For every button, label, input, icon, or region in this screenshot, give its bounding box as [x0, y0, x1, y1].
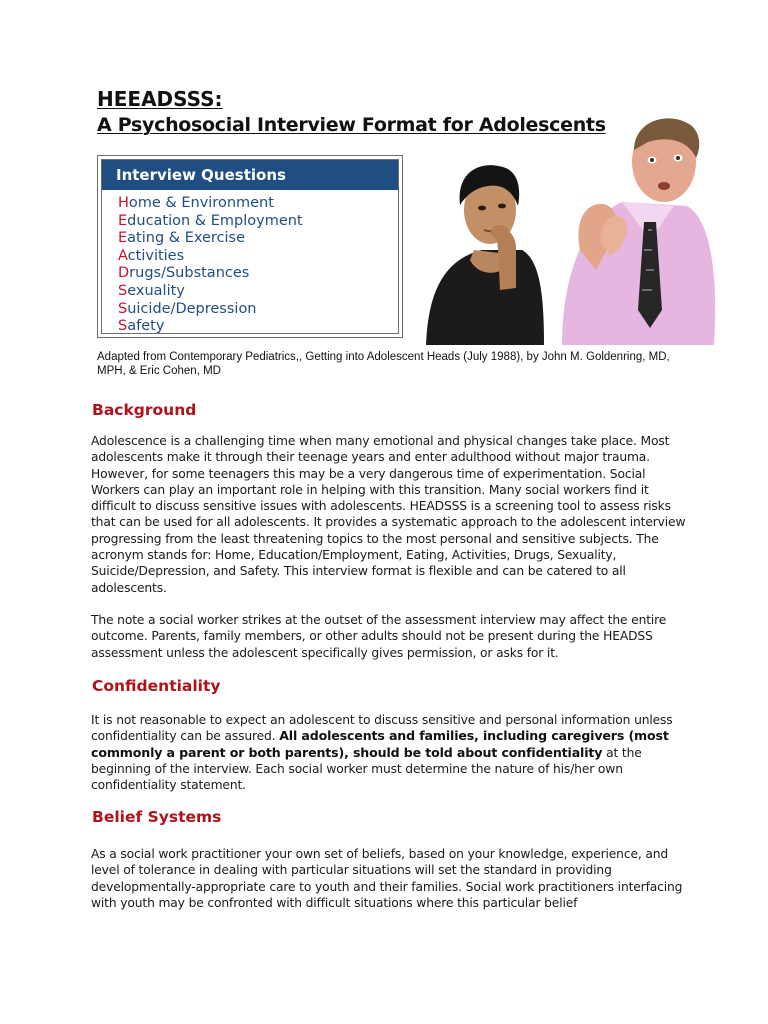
- interview-questions-heading: Interview Questions: [102, 160, 398, 190]
- interview-questions-box: [97, 155, 403, 338]
- heading-confidentiality: Confidentiality: [92, 677, 221, 695]
- question-item: [118, 318, 303, 336]
- question-initial: E: [118, 212, 128, 229]
- illustration-teen-and-adult: [412, 110, 722, 345]
- question-text: ome & Environment: [128, 195, 274, 211]
- question-item: [118, 301, 303, 319]
- confidentiality-text-start: It is not reasonable to expect an adolescent to discuss sensitive and personal information unless confidentiality can be assured.: [91, 713, 673, 744]
- interview-questions-inner: [101, 159, 399, 334]
- question-initial: S: [118, 282, 128, 299]
- document-title: HEEADSSS:: [97, 87, 223, 111]
- question-item: [118, 213, 303, 231]
- question-text: rugs/Substances: [129, 265, 250, 282]
- background-paragraph-1: Adolescence is a challenging time when many emotional and physical changes take place. Most adolescents make it through their teenage years and enter adulthood without major trauma. However, for some teenagers this may be a very dangerous time of experimentation. Social Workers can play an important role in helping with this transition. Many social workers find it difficult to discuss sensitive issues with adolescents. HEADSSS is a screening tool to assess risks that can be used for all adolescents. It provides a systematic approach to the adolescent interview progressing from the least threatening topics to the most personal and sensitive subjects. The acronym stands for: Home, Education/Employment, Eating, Activities, Drugs, Sexuality, Suicide/Depression, and Safety. This interview format is flexible and can be catered to all adolescents.: [91, 434, 686, 595]
- question-text: ating & Exercise: [127, 230, 246, 247]
- question-initial: A: [118, 247, 128, 264]
- confidentiality-paragraph: [91, 712, 691, 793]
- teen-figure: [426, 165, 544, 345]
- question-initial: S: [118, 300, 128, 317]
- belief-systems-paragraph: As a social work practitioner your own set of beliefs, based on your knowledge, experience, and level of tolerance in dealing with particular situations will set the standard in providing developmentally-appropriate care to youth and their families. Social work practitioners interfacing with youth may be confronted with difficult situations where this particular belief: [91, 847, 683, 910]
- question-text: ducation & Employment: [127, 212, 303, 229]
- question-item: [118, 195, 303, 213]
- question-text: afety: [127, 318, 165, 335]
- question-item: [118, 265, 303, 283]
- heading-background: Background: [92, 401, 197, 419]
- interview-questions-list: [118, 195, 303, 336]
- question-text: exuality: [127, 282, 185, 299]
- question-item: [118, 283, 303, 301]
- confidentiality-text-end: at the beginning of the interview. Each social worker must determine the nature of his/her own confidentiality statement.: [91, 745, 642, 793]
- question-initial: S: [118, 318, 128, 335]
- document-subtitle: A Psychosocial Interview Format for Adolescents: [97, 114, 606, 136]
- confidentiality-text-bold: All adolescents and families, including caregivers (most commonly a parent or both parents), should be told about confidentiality: [91, 728, 669, 760]
- heading-belief-systems: Belief Systems: [92, 808, 222, 826]
- adult-figure: [562, 118, 715, 345]
- question-text: uicide/Depression: [127, 300, 257, 317]
- question-initial: H: [118, 195, 129, 211]
- background-paragraph-2: The note a social worker strikes at the outset of the assessment interview may affect the entire outcome. Parents, family members, or other adults should not be present during the HEADSS assessment unless the adolescent specifically gives permission, or asks for it.: [91, 613, 667, 660]
- question-item: [118, 248, 303, 266]
- question-item: [118, 230, 303, 248]
- question-initial: D: [118, 265, 130, 282]
- source-caption: Adapted from Contemporary Pediatrics,, Getting into Adolescent Heads (July 1988), by John M. Goldenring, MD, MPH, & Eric Cohen, MD: [97, 351, 670, 377]
- question-initial: E: [118, 230, 128, 247]
- question-text: ctivities: [127, 247, 185, 264]
